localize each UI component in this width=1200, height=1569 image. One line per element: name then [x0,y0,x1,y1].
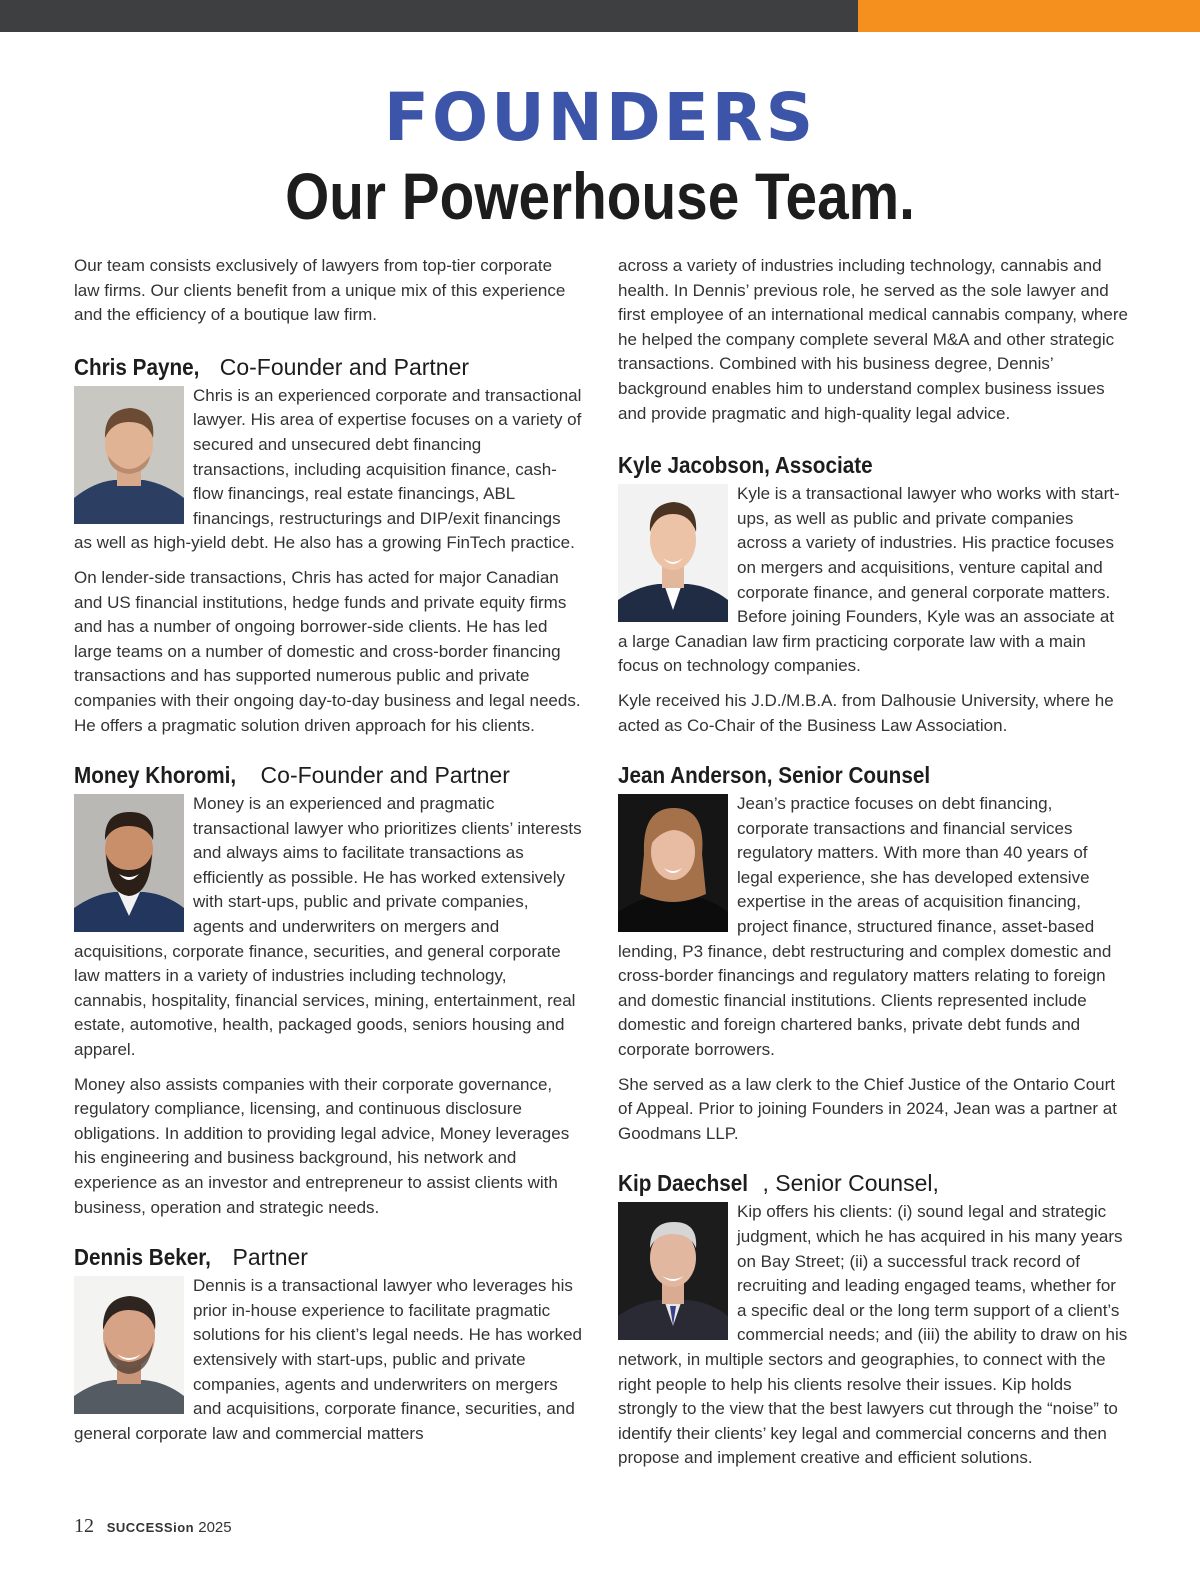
headshot-photo [618,484,728,622]
page-number: 12 [74,1515,94,1537]
top-bar-orange-accent [858,0,1200,32]
dennis-bio-continued: across a variety of industries including technology, cannabis and health. In Dennis’ previous role, he served as the sole lawyer and first employee of an international medical cannabis company, where he helped the company complete several M&A and other strategic transactions. Combined with his business degree, Dennis’ background enables him to understand complex business issues and provide pragmatic and high-quality legal advice. [618,256,1128,423]
top-bar-dark [0,0,858,32]
person-role: Partner [226,1244,308,1271]
profile-heading [618,760,1128,790]
person-name: Chris Payne, [74,353,200,380]
profile-heading [74,1242,582,1272]
bio-paragraph-1: Chris is an experienced corporate and transactional lawyer. His area of expertise focuses on a variety of secured and unsecured debt financing transactions, including acquisition finance, cash-flow financings, real estate financings, ABL financings, restructurings and DIP/exit financings as well as high-yield debt. He also has a growing FinTech practice. [74,385,582,553]
page-title: Our Powerhouse Team. [285,159,915,233]
profile-heading [618,450,1128,480]
bio-paragraph-1: Money is an experienced and pragmatic transactional lawyer who prioritizes clients’ interests and always aims to facilitate transactions as efficiently as possible. He has worked extensively with start-ups, public and private companies, agents and underwriters on mergers and acquisitions, corporate finance, securities, and general corporate law matters in a variety of industries including technology, cannabis, hospitality, financial services, mining, entertainment, real estate, automotive, health, packaged goods, seniors housing and apparel. [74,794,582,1060]
headshot-photo [74,386,184,524]
person-name: Jean Anderson, Senior Counsel [618,762,931,789]
headshot-photo [74,1276,184,1414]
profile-heading [618,1168,1128,1198]
profile-heading [74,352,582,382]
bio-paragraph-2: She served as a law clerk to the Chief Justice of the Ontario Court of Appeal. Prior to joining Founders in 2024, Jean was a partner at Goodmans LLP. [618,1074,1117,1143]
headshot-photo [618,1202,728,1340]
headshot-photo [618,794,728,932]
bio-paragraph-1: Kip offers his clients: (i) sound legal and strategic judgment, which he has acquired in his many years on Bay Street; (ii) a successful track record of recruiting and leading engaged teams, whether for a specific deal or the long term support of a client’s commercial needs; and (iii) the ability to draw on his network, in multiple sectors and geographies, to connect with the right people to help his clients resolve their issues. Kip holds strongly to the view that the best lawyers cut through the “noise” to identify their clients’ key legal and commercial concerns and then propose and implement creative and efficient solutions. [618,1202,1128,1468]
profile-dennis-beker [74,1242,582,1446]
headshot-photo [74,794,184,932]
bio-paragraph-1: Dennis is a transactional lawyer who leverages his prior in-house experience to facilitate pragmatic solutions for his client’s legal needs. He has worked extensively with start-ups, public and private companies, agents and underwriters on mergers and acquisitions, corporate finance, securities, and general corporate law and commercial matters [74,1276,583,1443]
profile-kip-daechsel [618,1168,1128,1471]
intro-paragraph: Our team consists exclusively of lawyers from top-tier corporate law firms. Our clients benefit from a unique mix of this experience and the efficiency of a boutique law firm. [74,256,566,325]
bio-paragraph-2: On lender-side transactions, Chris has acted for major Canadian and US financial institutions, hedge funds and private equity firms and has a number of ongoing borrower-side clients. He has led large teams on a number of domestic and cross-border financing transactions and has supported numerous public and private companies with their ongoing day-to-day business and legal needs. He offers a pragmatic solution driven approach for his clients. [74,567,581,735]
right-column [618,254,1128,1481]
person-name: Kyle Jacobson, Associate [618,452,873,479]
person-role: , Senior Counsel, [762,1170,939,1197]
person-name: Dennis Beker, [74,1244,211,1271]
person-name: Money Khoromi, [74,762,237,789]
profile-money-khoromi [74,760,582,1220]
bio-paragraph-1: Jean’s practice focuses on debt financing, corporate transactions and financial services regulatory matters. With more than 40 years of legal experience, she has developed extensive expertise in the areas of acquisition financing, project finance, structured finance, asset-based lending, P3 finance, debt restructuring and complex domestic and cross-border financings and regulatory matters relating to foreign and domestic financial institutions. Clients represented include domestic and foreign chartered banks, private debt funds and corporate borrowers. [618,794,1112,1060]
person-role: Co-Founder and Partner [254,762,510,789]
bio-paragraph-2: Money also assists companies with their corporate governance, regulatory compliance, licensing, and continuous disclosure obligations. In addition to providing legal advice, Money leverages his engineering and business background, his network and experience as an investor and entrepreneur to assist clients with business, operation and strategic needs. [74,1074,570,1217]
profile-jean-anderson [618,760,1128,1146]
person-name: Kip Daechsel [618,1170,749,1197]
left-column [74,254,582,1456]
person-role: Co-Founder and Partner [213,353,470,380]
founders-logo: FOUNDERS [383,79,817,156]
bio-paragraph-1: Kyle is a transactional lawyer who works with start-ups, as well as public and private companies across a variety of industries. His practice focuses on mergers and acquisitions, venture capital and corporate finance, and general corporate matters. Before joining Founders, Kyle was an associate at a large Canadian law firm practicing corporate law with a main focus on technology companies. [618,484,1120,676]
profile-heading [74,760,582,790]
bio-paragraph-2: Kyle received his J.D./M.B.A. from Dalhousie University, where he acted as Co-Chair of the Business Law Association. [618,690,1114,735]
magazine-name: SUCCESSion [106,1520,195,1535]
page-footer [74,1515,232,1538]
magazine-year: 2025 [194,1519,232,1536]
profile-kyle-jacobson [618,450,1128,738]
profile-chris-payne [74,352,582,738]
top-color-bar [0,0,1200,32]
